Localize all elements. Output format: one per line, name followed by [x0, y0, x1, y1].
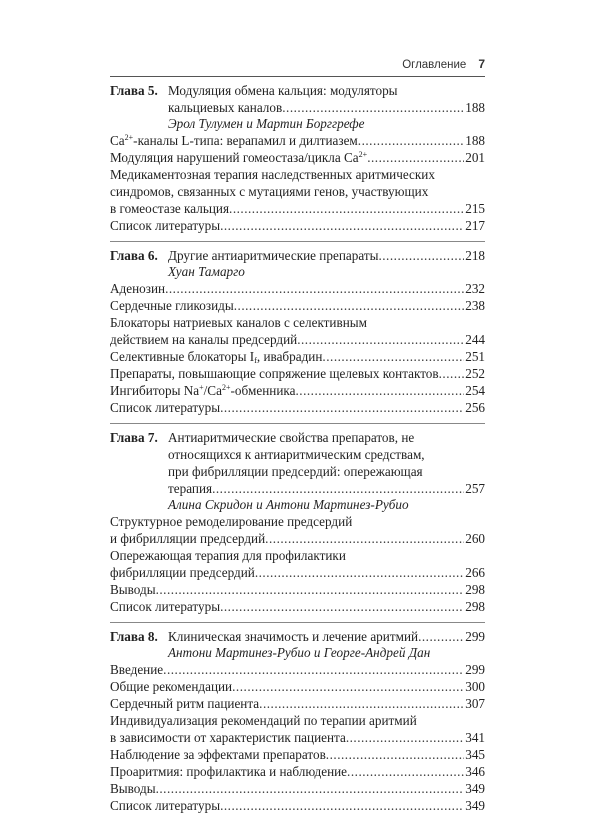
chapter-authors: Эрол Тулумен и Мартин Борггрефе — [168, 116, 365, 131]
toc-line — [110, 480, 485, 497]
dot-leader — [220, 217, 464, 234]
entry-text: Сердечные гликозиды — [110, 298, 234, 313]
dot-leader — [322, 348, 464, 365]
dot-leader — [378, 247, 464, 264]
entry-page: 299 — [465, 662, 485, 677]
entry-page: 244 — [465, 332, 485, 347]
dot-leader — [439, 365, 465, 382]
toc-entry — [110, 695, 485, 712]
dot-leader — [156, 780, 465, 797]
entry-text: и фибрилляции предсердий — [110, 531, 266, 546]
entry-page: 201 — [465, 150, 485, 165]
dot-leader — [165, 280, 464, 297]
toc-entry — [110, 149, 485, 166]
entry-page: 300 — [465, 679, 485, 694]
chapter-authors: Хуан Тамарго — [168, 264, 245, 279]
chapter-title: Клиническая значимость и лечение аритмий — [168, 629, 419, 644]
dot-leader — [156, 581, 465, 598]
dot-leader — [163, 661, 464, 678]
chapter-7 — [110, 423, 485, 617]
dot-leader — [282, 99, 464, 116]
toc-entry — [110, 661, 485, 678]
entry-text: Селективные блокаторы $I_f$, ивабрадин — [110, 349, 323, 365]
dot-leader — [232, 678, 464, 695]
entry-text: Выводы — [110, 582, 156, 597]
chapter-page: 257 — [465, 481, 485, 496]
entry-page: 298 — [465, 599, 485, 614]
entry-text: $Ca^{2+}$-каналы L-типа: верапамил и дилтиазем — [110, 133, 358, 148]
toc-entry — [110, 280, 485, 297]
chapter-title-cont: терапия — [168, 481, 213, 496]
dot-leader — [346, 729, 464, 746]
dot-leader — [234, 297, 465, 314]
dot-leader — [229, 200, 464, 217]
dot-leader — [220, 797, 464, 814]
chapter-title: Модуляция обмена кальция: модуляторы — [168, 83, 398, 98]
entry-text: Проаритмия: профилактика и наблюдение — [110, 764, 348, 779]
entry-text: Список литературы — [110, 400, 221, 415]
dot-leader — [297, 331, 464, 348]
entry-page: 256 — [465, 400, 485, 415]
dot-leader — [326, 746, 464, 763]
dot-leader — [347, 763, 464, 780]
entry-text: Сердечный ритм пациента — [110, 696, 260, 711]
dot-leader — [259, 695, 464, 712]
toc-entry — [110, 382, 485, 399]
toc-entry — [110, 598, 485, 615]
entry-page: 346 — [465, 764, 485, 779]
chapter-6 — [110, 241, 485, 418]
entry-page: 232 — [465, 281, 485, 296]
chapter-title-cont: при фибрилляции предсердий: опережающая — [168, 464, 423, 479]
dot-leader — [367, 149, 464, 166]
entry-text: синдромов, связанных с мутациями генов, участвующих — [110, 184, 429, 199]
entry-page: 215 — [465, 201, 485, 216]
entry-text: Опережающая терапия для профилактики — [110, 548, 346, 563]
chapter-5 — [110, 79, 485, 236]
entry-text: фибрилляции предсердий — [110, 565, 255, 580]
toc-entry — [110, 530, 485, 547]
toc-entry — [110, 200, 485, 217]
chapter-title-cont: относящихся к антиаритмическим средствам, — [168, 447, 425, 462]
chapter-authors: Алина Скридон и Антони Мартинез-Рубио — [168, 497, 409, 512]
toc-entry — [110, 564, 485, 581]
entry-text: Блокаторы натриевых каналов с селективным — [110, 315, 367, 330]
entry-text: Аденозин — [110, 281, 166, 296]
toc-entry — [110, 132, 485, 149]
section-title: Оглавление — [402, 59, 467, 71]
entry-text: Выводы — [110, 781, 156, 796]
entry-text: Общие рекомендации — [110, 679, 233, 694]
dot-leader — [295, 382, 464, 399]
chapter-8 — [110, 622, 485, 816]
entry-text: Список литературы — [110, 599, 221, 614]
chapter-label: Глава 8. — [110, 629, 158, 644]
entry-text: Наблюдение за эффектами препаратов — [110, 747, 326, 762]
chapter-page: 188 — [465, 100, 485, 115]
entry-text: Список литературы — [110, 218, 221, 233]
entry-page: 298 — [465, 582, 485, 597]
entry-text: Препараты, повышающие сопряжение щелевых контактов — [110, 366, 439, 381]
toc-entry — [110, 729, 485, 746]
entry-page: 251 — [465, 349, 485, 364]
toc-entry — [110, 365, 485, 382]
dot-leader — [418, 628, 464, 645]
toc-entry — [110, 581, 485, 598]
chapter-heading — [110, 628, 485, 645]
entry-text: в зависимости от характеристик пациента — [110, 730, 346, 745]
entry-text: Индивидуализация рекомендаций по терапии аритмий — [110, 713, 417, 728]
chapter-label: Глава 6. — [110, 248, 158, 263]
entry-page: 252 — [465, 366, 485, 381]
chapter-title: Антиаритмические свойства препаратов, не — [168, 430, 415, 445]
entry-page: 266 — [465, 565, 485, 580]
dot-leader — [265, 530, 464, 547]
entry-page: 345 — [465, 747, 485, 762]
page-number: 7 — [478, 57, 485, 71]
toc-entry — [110, 797, 485, 814]
dot-leader — [212, 480, 464, 497]
entry-text: Ингибиторы $Na^+/Ca^{2+}$-обменника — [110, 383, 296, 398]
chapter-label: Глава 5. — [110, 83, 158, 98]
entry-page: 349 — [465, 781, 485, 796]
running-header — [110, 57, 485, 71]
entry-page: 254 — [465, 383, 485, 398]
dot-leader — [255, 564, 464, 581]
chapter-title-cont: кальциевых каналов — [168, 100, 283, 115]
header-divider — [110, 76, 485, 77]
entry-text: действием на каналы предсердий — [110, 332, 298, 347]
entry-text: Медикаментозная терапия наследственных аритмических — [110, 167, 435, 182]
dot-leader — [358, 132, 464, 149]
entry-page: 341 — [465, 730, 485, 745]
entry-page: 307 — [465, 696, 485, 711]
entry-page: 217 — [465, 218, 485, 233]
toc-entry — [110, 678, 485, 695]
entry-page: 349 — [465, 798, 485, 813]
chapter-label: Глава 7. — [110, 430, 158, 445]
table-of-contents — [110, 79, 485, 816]
chapter-page: 299 — [465, 629, 485, 644]
entry-text: Список литературы — [110, 798, 221, 813]
chapter-title: Другие антиаритмические препараты — [168, 248, 379, 263]
dot-leader — [220, 399, 464, 416]
toc-entry — [110, 780, 485, 797]
entry-page: 188 — [465, 133, 485, 148]
dot-leader — [220, 598, 464, 615]
entry-text: Модуляция нарушений гомеостаза/цикла $Ca^{2+}$ — [110, 150, 368, 165]
chapter-heading — [110, 82, 485, 99]
entry-text: Введение — [110, 662, 164, 677]
toc-entry — [110, 746, 485, 763]
entry-page: 238 — [465, 298, 485, 313]
toc-entry — [110, 331, 485, 348]
toc-entry — [110, 763, 485, 780]
toc-entry — [110, 217, 485, 234]
chapter-page: 218 — [465, 248, 485, 263]
toc-line — [110, 99, 485, 116]
toc-entry — [110, 399, 485, 416]
entry-page: 260 — [465, 531, 485, 546]
toc-entry — [110, 348, 485, 365]
entry-text: Структурное ремоделирование предсердий — [110, 514, 353, 529]
entry-text: в гомеостазе кальция — [110, 201, 230, 216]
chapter-heading — [110, 247, 485, 264]
chapter-authors: Антони Мартинез-Рубио и Георге-Андрей Дан — [168, 645, 431, 660]
chapter-heading — [110, 429, 485, 446]
toc-entry — [110, 297, 485, 314]
